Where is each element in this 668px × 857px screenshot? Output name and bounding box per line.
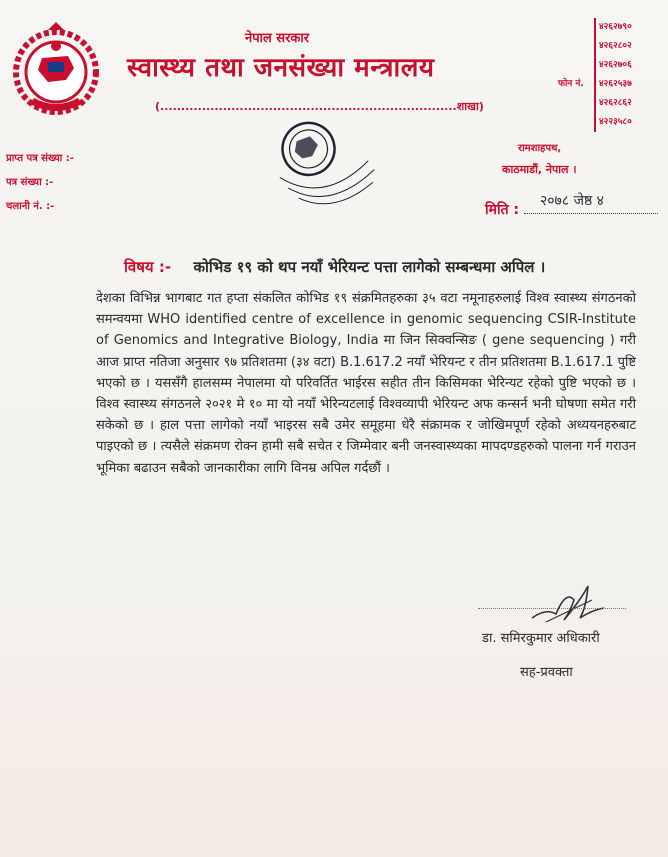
phone-list (594, 18, 666, 132)
government-name: नेपाल सरकार (245, 31, 310, 46)
subject-line (124, 257, 545, 277)
phone-number: ४२२३५८० (599, 117, 632, 127)
official-seal-icon (264, 108, 384, 220)
branch-field: (.......................................................................शाखा) (155, 100, 484, 113)
dispatch-number-label: चलानी नं. :- (6, 201, 55, 212)
phone-number: ४२६२८०२ (599, 41, 632, 51)
phone-label: फोन नं. (558, 79, 584, 89)
signer-title: सह-प्रवक्ता (520, 665, 573, 680)
nepal-emblem-icon (8, 18, 104, 124)
phone-number: ४२६२७०६ (599, 60, 632, 70)
subject-text: कोभिड १९ को थप नयाँ भेरियन्ट पत्ता लागेको सम्बन्धमा अपिल । (193, 258, 546, 276)
date-value: २०७८ जेष्ठ ४ (540, 193, 604, 209)
subject-label: विषय :- (124, 258, 172, 276)
date-line (524, 213, 658, 214)
ministry-name: स्वास्थ्य तथा जनसंख्या मन्त्रालय (127, 53, 435, 83)
address-city: काठमाडौं, नेपाल । (502, 163, 577, 176)
signature-line (478, 608, 626, 609)
signature-icon (526, 578, 608, 630)
body-paragraph: देशका विभिन्न भागबाट गत हप्ता संकलित कोभिड १९ संक्रमितहरुका ३५ वटा नमूनाहरुलाई विश्व स्वास्थ्य संगठनको समन्वयमा WHO identified centre of excellence in genomic sequencing CSIR-Institute of Genomics and Integrative Biology, India मा जिन सिक्वन्सिङ ( gene sequencing ) गरी आज प्राप्त नतिजा अनुसार ९७ प्रतिशतमा (३४ वटा) B.1.617.2 नयाँ भेरियन्ट र तीन प्रतिशतमा B.1.617.1 पुष्टि भएको छ । यससँगै हालसम्म नेपालमा यो परिवर्तित भाईरस सहीत तीन किसिमका भेरिन्यट रहेको पुष्टि भएको छ । विश्व स्वास्थ्य संगठनले २०२१ मे १० मा यो नयाँ भेरिन्यटलाई विश्वव्यापी भेरियन्ट अफ कन्सर्न भनी घोषणा समेत गरी सकेको छ । हाल पत्ता लागेको नयाँ भाइरस सबै उमेर समूहमा धेरै संक्रामक र जोखिमपूर्ण रहेको अध्ययनहरुबाट पाइएको छ । त्यसैले संक्रमण रोक्न हामी सबै सचेत र जिम्मेवार बनी जनस्वास्थ्यका मापदण्डहरुको पालना गर्न गराउन भूमिका बढाउन सबैको जानकारीका लागि विनम्र अपिल गर्दछौं । (96, 291, 636, 476)
received-letter-number-label: प्राप्त पत्र संख्या :- (6, 153, 74, 164)
phone-number: ४२६२८६२ (599, 98, 632, 108)
date-label: मिति : (485, 202, 520, 218)
phone-number: ४२६२५३७ (599, 79, 632, 89)
signer-name: डा. समिरकुमार अधिकारी (482, 631, 600, 646)
letter-number-label: पत्र संख्या :- (6, 177, 54, 188)
phone-number: ४२६२७९० (599, 22, 632, 32)
address-street: रामशाहपथ, (518, 143, 562, 154)
